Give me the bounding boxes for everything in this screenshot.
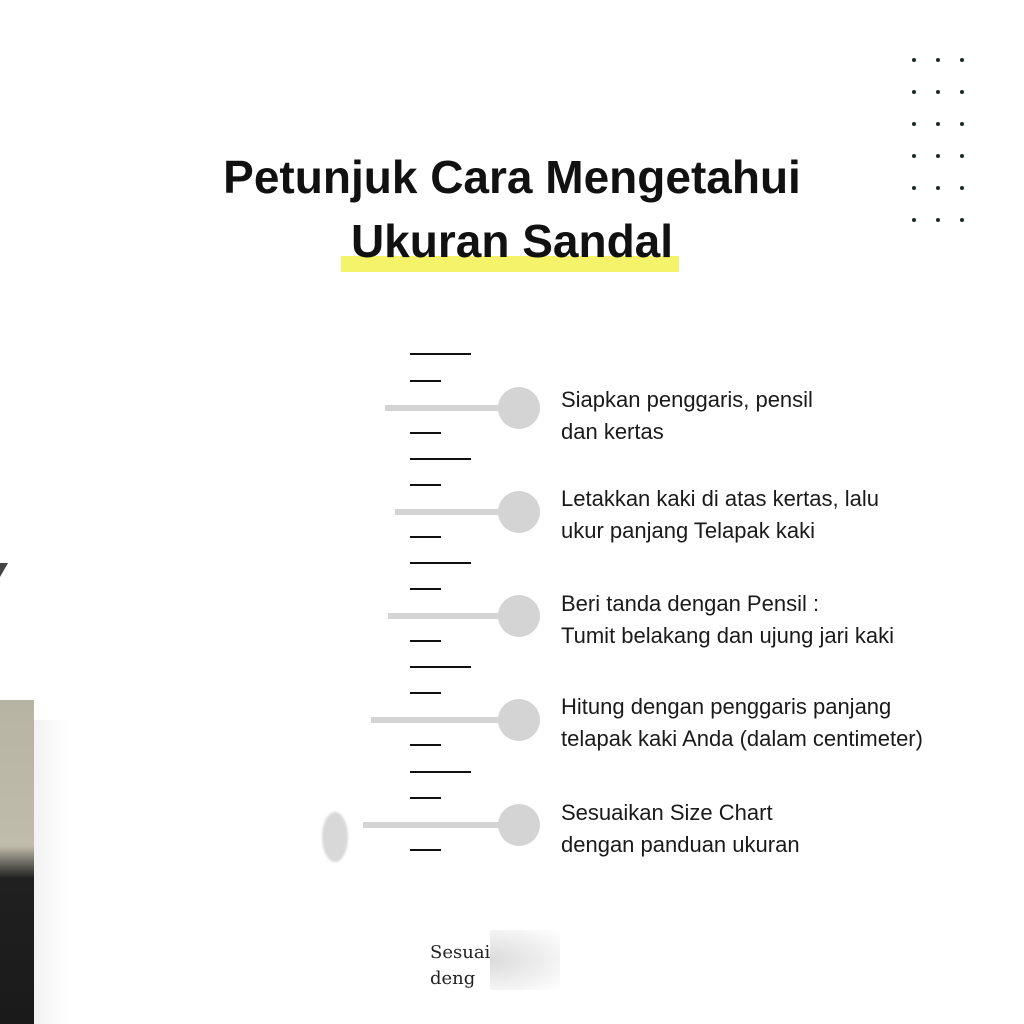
ruler-tick-short (410, 692, 441, 694)
step-3-line2: Tumit belakang dan ujung jari kaki (561, 623, 895, 648)
step-4 (561, 691, 923, 755)
dot (960, 58, 964, 62)
step-5 (561, 797, 800, 861)
ruler-tick-long (410, 666, 471, 668)
step-connector (363, 822, 505, 828)
step-node-1 (498, 387, 540, 429)
step-4-line1: Hitung dengan penggaris panjang (561, 694, 892, 719)
step-2-line1: Letakkan kaki di atas kertas, lalu (561, 486, 879, 511)
step-2 (561, 483, 879, 547)
step-connector (385, 405, 505, 411)
step-connector (371, 717, 505, 723)
edge-artifact (0, 563, 8, 577)
ruler-tick-short (410, 744, 441, 746)
dot (936, 90, 940, 94)
ruler-tick-long (410, 562, 471, 564)
step-2-line2: ukur panjang Telapak kaki (561, 518, 815, 543)
fragment-line2: deng (430, 968, 476, 989)
step-5-line1: Sesuaikan Size Chart (561, 800, 773, 825)
footer-text-fragment (430, 940, 490, 992)
ruler-tick-short (410, 536, 441, 538)
step-3-line1: Beri tanda dengan Pensil : (561, 591, 820, 616)
step-node-5 (498, 804, 540, 846)
step-connector (395, 509, 505, 515)
dot-grid-decoration (906, 52, 976, 232)
title-text: Ukuran Sandal (350, 215, 674, 267)
step-1-line1: Siapkan penggaris, pensil (561, 387, 813, 412)
dot (936, 58, 940, 62)
blur-artifact (490, 930, 560, 990)
step-1 (561, 384, 813, 448)
step-1-line2: dan kertas (561, 419, 664, 444)
highlighted-title (351, 214, 673, 268)
ruler-tick-short (410, 588, 441, 590)
ruler-tick-short (410, 797, 441, 799)
page-title-line2 (0, 214, 1024, 268)
dot (912, 90, 916, 94)
cropped-photo-edge (0, 700, 34, 1024)
ruler-tick-long (410, 458, 471, 460)
step-node-2 (498, 491, 540, 533)
step-connector (388, 613, 505, 619)
ruler-tick-short (410, 849, 441, 851)
fragment-line1: Sesuai (430, 942, 491, 963)
ruler-tick-short (410, 432, 441, 434)
dot (912, 58, 916, 62)
ruler-tick-short (410, 640, 441, 642)
dot (936, 122, 940, 126)
ruler-tick-long (410, 771, 471, 773)
ruler-tick-long (410, 353, 471, 355)
dot (960, 90, 964, 94)
page-title-line1: Petunjuk Cara Mengetahui (223, 151, 801, 203)
heel-shape-artifact (322, 812, 348, 862)
dot (912, 122, 916, 126)
ruler-tick-short (410, 484, 441, 486)
dot (960, 122, 964, 126)
step-node-3 (498, 595, 540, 637)
step-4-line2: telapak kaki Anda (dalam centimeter) (561, 726, 923, 751)
step-3 (561, 588, 894, 652)
step-5-line2: dengan panduan ukuran (561, 832, 800, 857)
ruler-tick-short (410, 380, 441, 382)
step-node-4 (498, 699, 540, 741)
